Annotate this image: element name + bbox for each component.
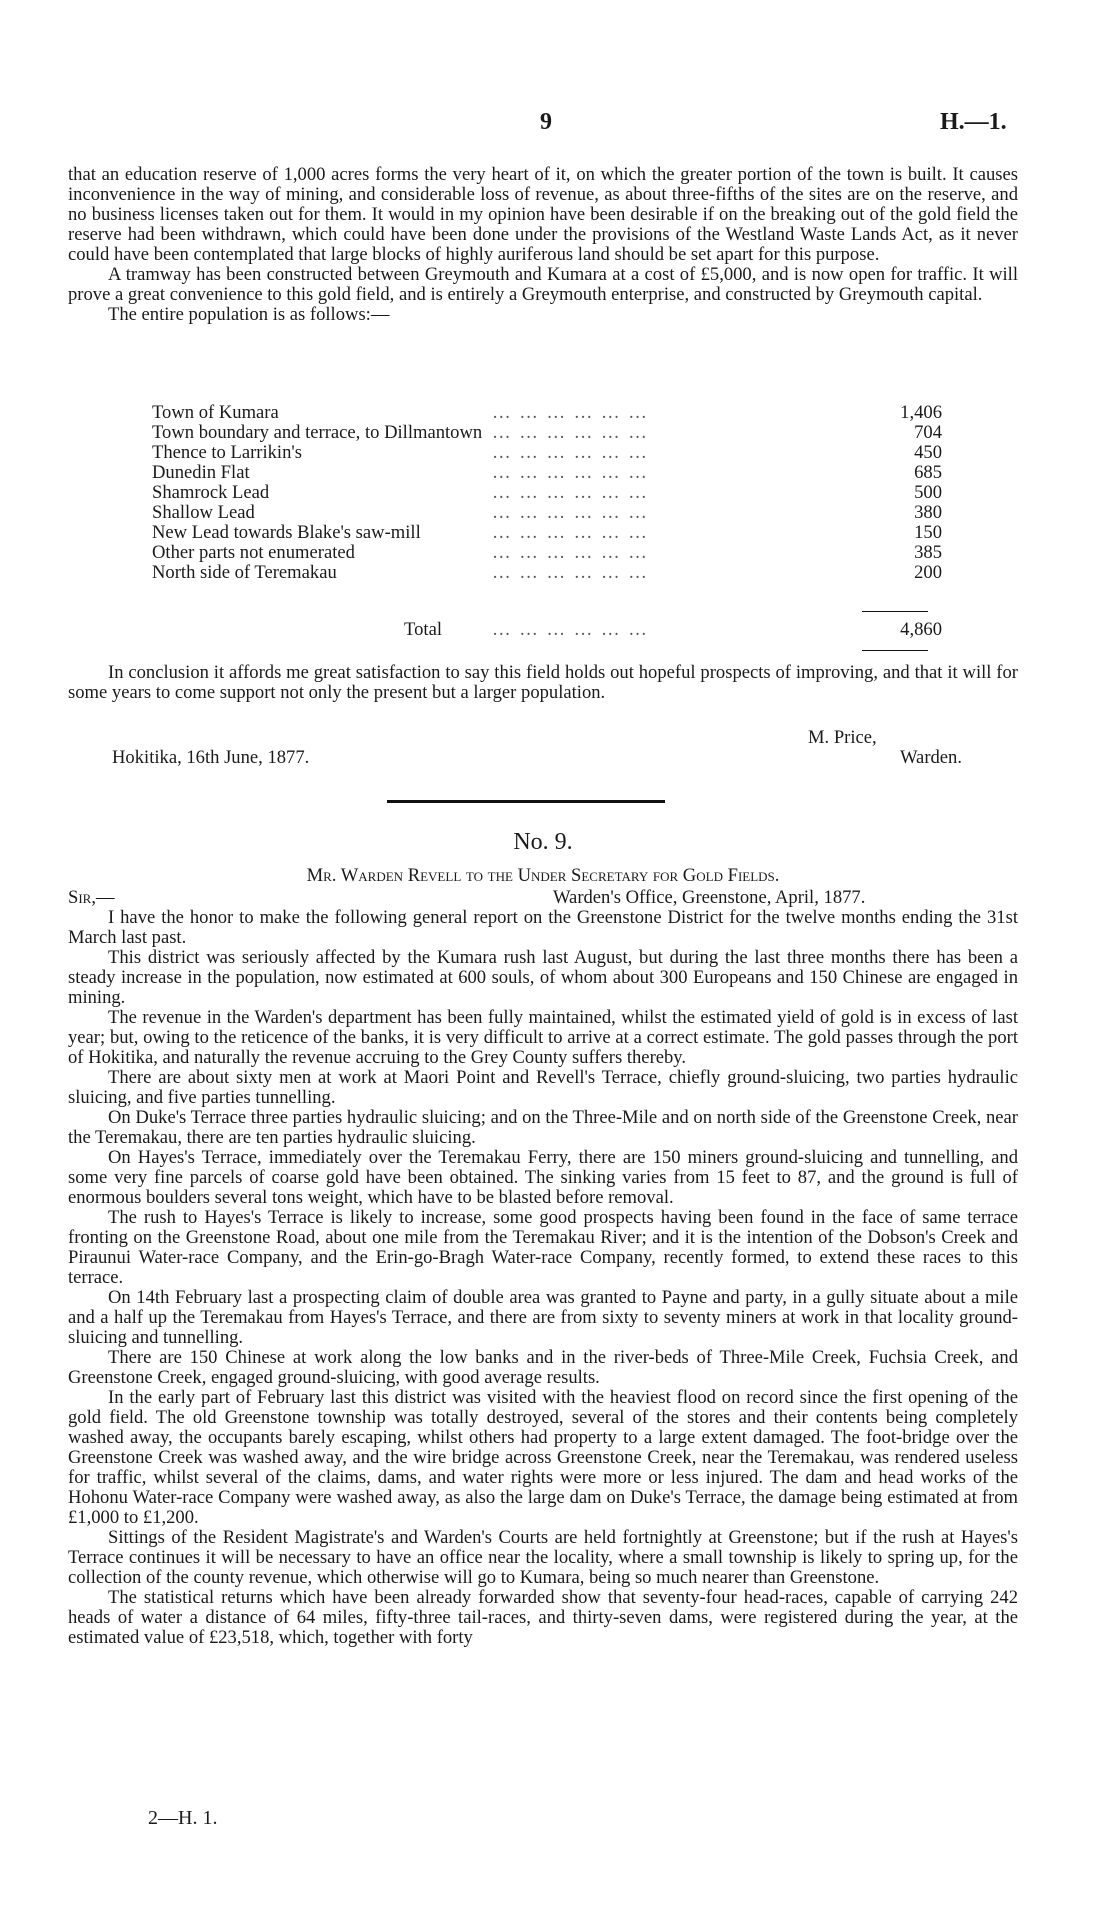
row-value: 685: [914, 462, 942, 483]
table-row: [152, 483, 942, 503]
leader-dots: … … … … … …: [492, 422, 649, 443]
leader-dots: … … … … … …: [492, 482, 649, 503]
population-table: [68, 403, 1018, 583]
row-label: Shamrock Lead: [152, 482, 270, 503]
table-row: [152, 403, 942, 423]
row-value: 500: [914, 482, 942, 503]
row-value: 385: [914, 542, 942, 563]
row-label: North side of Teremakau: [152, 562, 337, 583]
letter-body: [68, 908, 1018, 1648]
footer-code: 2—H. 1.: [148, 1807, 218, 1829]
salutation: Sir,—: [68, 887, 115, 908]
paragraph: On Hayes's Terrace, immediately over the Teremakau Ferry, there are 150 miners ground-sluicing and tunnelling, and some very fine parcels of coarse gold have been obtained. The sinking varies from 15 feet to 87, and the ground is full of enormous boulders several tons weight, which have to be blasted before removal.: [68, 1147, 1018, 1208]
leader-dots: … … … … … …: [492, 619, 649, 640]
leader-dots: … … … … … …: [492, 542, 649, 563]
row-label: Town boundary and terrace, to Dillmantown: [152, 422, 483, 443]
office-line: Warden's Office, Greenstone, April, 1877.: [553, 887, 866, 908]
table-row: [152, 443, 942, 463]
paragraph: The revenue in the Warden's department has been fully maintained, whilst the estimated yield of gold is in excess of last year; but, owing to the reticence of the banks, it is very difficult to arrive at a correct estimate. The gold passes through the port of Hokitika, and naturally the revenue accruing to the Grey County suffers thereby.: [68, 1007, 1018, 1068]
total-value: 4,860: [900, 619, 942, 640]
row-value: 200: [914, 562, 942, 583]
leader-dots: … … … … … …: [492, 462, 649, 483]
row-label: Dunedin Flat: [152, 462, 250, 483]
table-row: [152, 503, 942, 523]
table-row: [152, 543, 942, 563]
row-value: 150: [914, 522, 942, 543]
leader-dots: … … … … … …: [492, 562, 649, 583]
paragraph: I have the honor to make the following general report on the Greenstone District for the twelve months ending the 31st March last past.: [68, 907, 1018, 948]
place-date: Hokitika, 16th June, 1877.: [112, 747, 310, 768]
paragraph: There are 150 Chinese at work along the low banks and in the river-beds of Three-Mile Creek, Fuchsia Creek, and Greenstone Creek, engaged ground-sluicing, with good average results.: [68, 1347, 1018, 1388]
signature-name: M. Price,: [808, 727, 877, 748]
table-row: [152, 463, 942, 483]
row-label: New Lead towards Blake's saw-mill: [152, 522, 421, 543]
leader-dots: … … … … … …: [492, 442, 649, 463]
letter-number: [68, 829, 1018, 862]
conclusion: [68, 663, 1018, 703]
paragraph: A tramway has been constructed between Greymouth and Kumara at a cost of £5,000, and is now open for traffic. It will prove a great convenience to this gold field, and is entirely a Greymouth enterprise, and constructed by Greymouth capital.: [68, 264, 1018, 305]
letter-number-text: No. 9.: [513, 829, 573, 855]
paragraph: In the early part of February last this district was visited with the heaviest flood on record since the first opening of the gold field. The old Greenstone township was totally destroyed, several of the stores and their contents being completely washed away, the occupants barely escaping, whilst others had property to a large extent damaged. The foot-bridge over the Greenstone Creek was washed away, and the wire bridge across Greenstone Creek, near the Teremakau, was rendered useless for traffic, whilst several of the claims, dams, and water rights were more or less injured. The dam and head works of the Hohonu Water-race Company were washed away, as also the large dam on Duke's Terrace, the damage being estimated at from £1,000 to £1,200.: [68, 1387, 1018, 1528]
table-row: [152, 563, 942, 583]
paragraph: This district was seriously affected by the Kumara rush last August, but during the last three months there has been a steady increase in the population, now estimated at 600 souls, of whom about 300 Europeans and 150 Chinese are engaged in mining.: [68, 947, 1018, 1008]
paragraph: Sittings of the Resident Magistrate's and Warden's Courts are held fortnightly at Greenstone; but if the rush at Hayes's Terrace continues it will be necessary to have an office near the locality, where a small township is likely to spring up, for the collection of the county revenue, which otherwise will go to Kumara, being so much nearer than Greenstone.: [68, 1527, 1018, 1588]
page-number: 9: [540, 109, 552, 135]
row-label: Shallow Lead: [152, 502, 255, 523]
paragraph: that an education reserve of 1,000 acres forms the very heart of it, on which the greater portion of the town is built. It causes inconvenience in the way of mining, and considerable loss of revenue, as about three-fifths of the sites are on the reserve, and no business licenses taken out for them. It would in my opinion have been desirable if on the breaking out of the gold field the reserve had been withdrawn, which could have been done under the provisions of the Westland Waste Lands Act, as it never could have been contemplated that large blocks of highly auriferous land should be set apart for this purpose.: [68, 164, 1018, 265]
total-rule-bottom: [862, 650, 928, 651]
paragraph: The rush to Hayes's Terrace is likely to increase, some good prospects having been found in the face of same terrace fronting on the Greenstone Road, about one mile from the Teremakau River; and it is the intention of the Dobson's Creek and Piraunui Water-race Company, and the Erin-go-Bragh Water-race Company, recently formed, to extend these races to this terrace.: [68, 1207, 1018, 1288]
row-value: 1,406: [900, 402, 942, 423]
table-row: [152, 423, 942, 443]
total-label: Total: [404, 619, 442, 640]
row-value: 704: [914, 422, 942, 443]
row-label: Thence to Larrikin's: [152, 442, 302, 463]
row-value: 380: [914, 502, 942, 523]
row-label: Town of Kumara: [152, 402, 279, 423]
paragraph: The entire population is as follows:—: [108, 304, 390, 325]
total-row: [68, 620, 1018, 640]
table-row: [152, 523, 942, 543]
letter-heading-text: Mr. Warden Revell to the Under Secretary for Gold Fields.: [306, 865, 780, 886]
leader-dots: … … … … … …: [492, 522, 649, 543]
row-label: Other parts not enumerated: [152, 542, 355, 563]
section-divider: [387, 800, 665, 803]
leader-dots: … … … … … …: [492, 502, 649, 523]
top-section: [68, 165, 1018, 325]
document-code: H.—1.: [940, 109, 1007, 135]
paragraph: On 14th February last a prospecting claim of double area was granted to Payne and party, in a gully situate about a mile and a half up the Teremakau from Hayes's Terrace, and there are from sixty to seventy miners at work in that locality ground-sluicing and tunnelling.: [68, 1287, 1018, 1348]
signature-title: Warden.: [900, 747, 962, 768]
paragraph: The statistical returns which have been already forwarded show that seventy-four head-races, capable of carrying 242 heads of water a distance of 64 miles, fifty-three tail-races, and thirty-seven dams, were registered during the year, at the estimated value of £23,518, which, together with forty: [68, 1587, 1018, 1648]
leader-dots: … … … … … …: [492, 402, 649, 423]
letter-heading: [68, 866, 1018, 888]
row-value: 450: [914, 442, 942, 463]
paragraph: In conclusion it affords me great satisfaction to say this field holds out hopeful prospects of improving, and that it will for some years to come support not only the present but a larger population.: [68, 662, 1018, 703]
paragraph: There are about sixty men at work at Maori Point and Revell's Terrace, chiefly ground-sluicing, two parties hydraulic sluicing, and five parties tunnelling.: [68, 1067, 1018, 1108]
paragraph: On Duke's Terrace three parties hydraulic sluicing; and on the Three-Mile and on north side of the Greenstone Creek, near the Teremakau, there are ten parties hydraulic sluicing.: [68, 1107, 1018, 1148]
signature-block: [68, 728, 1018, 768]
total-rule: [862, 611, 928, 612]
